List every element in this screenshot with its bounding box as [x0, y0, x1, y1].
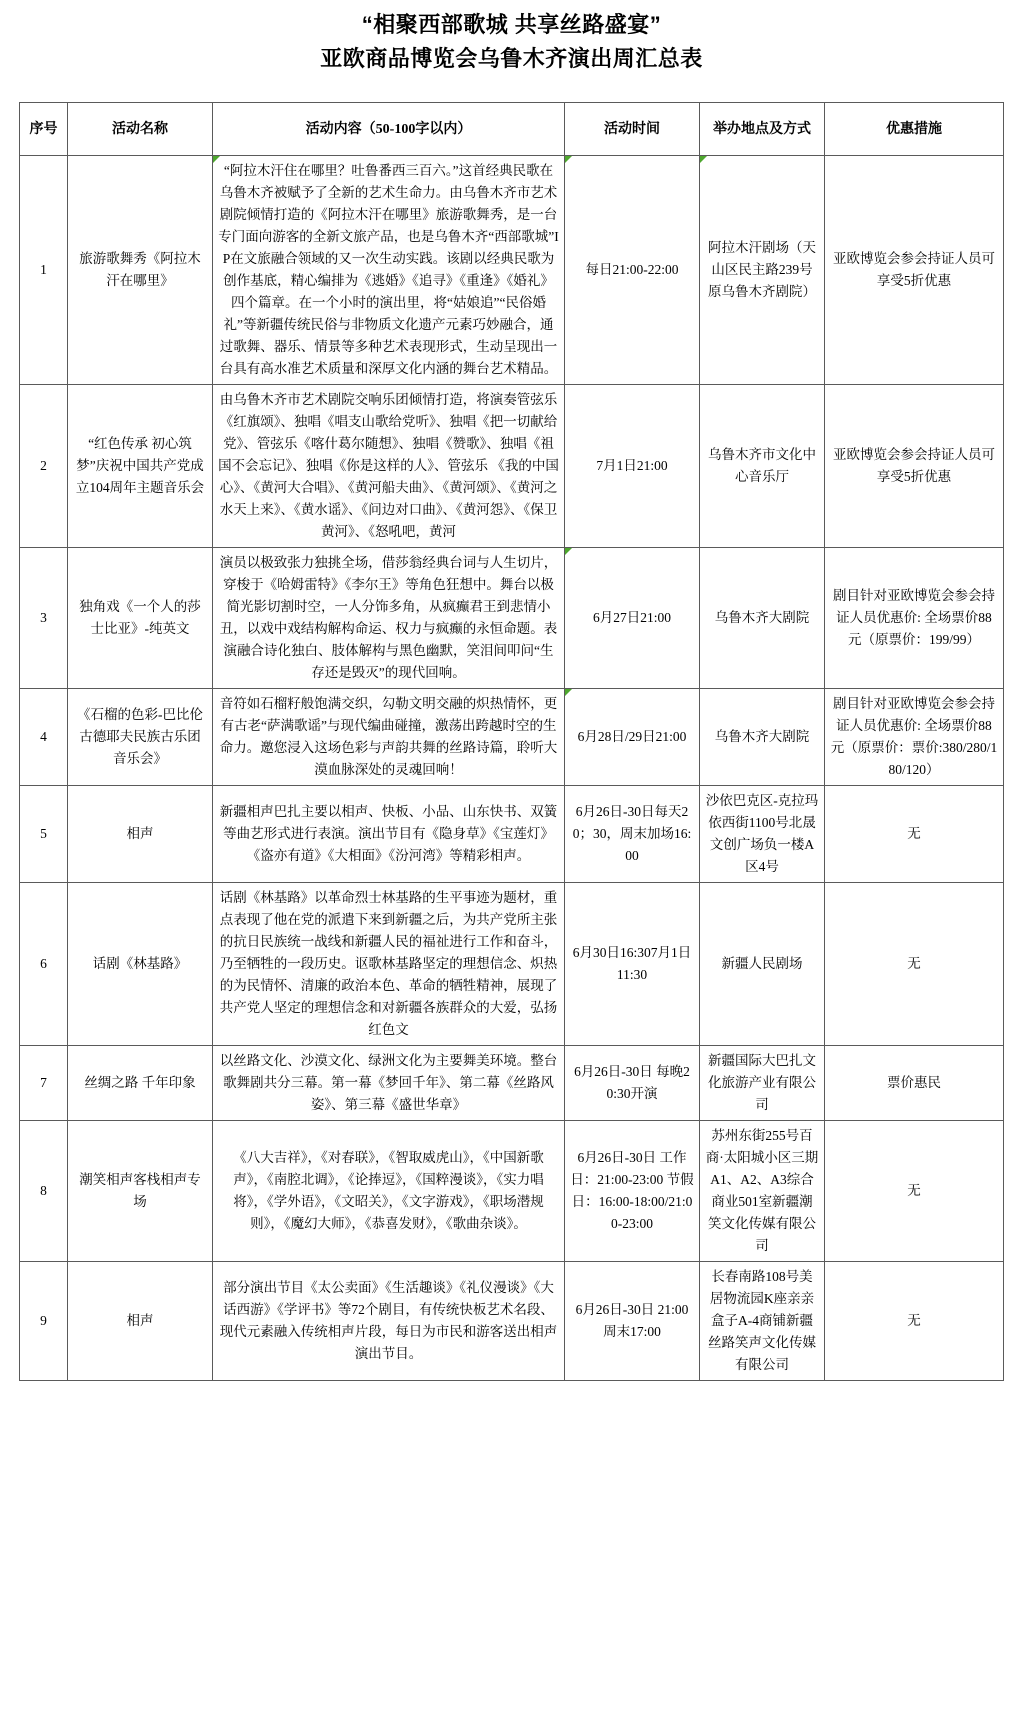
comment-marker-icon — [565, 689, 572, 696]
cell-promo: 剧目针对亚欧博览会参会持证人员优惠价: 全场票价88元（原票价：199/99） — [825, 548, 1004, 689]
cell-name: 独角戏《一个人的莎士比亚》-纯英文 — [68, 548, 213, 689]
cell-time: 6月26日-30日 每晚20:30开演 — [565, 1046, 700, 1121]
cell-index: 7 — [20, 1046, 68, 1121]
cell-promo: 票价惠民 — [825, 1046, 1004, 1121]
table-row — [20, 883, 1004, 1046]
column-header-time: 活动时间 — [565, 103, 700, 156]
table-row — [20, 385, 1004, 548]
page-title-line1: “相聚西部歌城 共享丝路盛宴” — [361, 12, 662, 37]
column-header-promo: 优惠措施 — [825, 103, 1004, 156]
cell-index: 5 — [20, 786, 68, 883]
cell-promo: 无 — [825, 786, 1004, 883]
column-header-name: 活动名称 — [68, 103, 213, 156]
cell-promo: 无 — [825, 1121, 1004, 1262]
table-row — [20, 786, 1004, 883]
cell-name: 丝绸之路 千年印象 — [68, 1046, 213, 1121]
cell-promo: 亚欧博览会参会持证人员可享受5折优惠 — [825, 385, 1004, 548]
cell-content: 部分演出节目《太公卖面》《生活趣谈》《礼仪漫谈》《大话西游》《学评书》等72个剧目，有传统快板艺术名段、现代元素融入传统相声片段，每日为市民和游客送出相声演出节目。 — [213, 1262, 565, 1381]
column-header-place: 举办地点及方式 — [700, 103, 825, 156]
cell-time: 6月26日-30日 工作日：21:00-23:00 节假日：16:00-18:00/21:00-23:00 — [565, 1121, 700, 1262]
cell-time — [565, 689, 700, 786]
cell-index: 6 — [20, 883, 68, 1046]
cell-content — [213, 156, 565, 385]
table-header-row — [20, 103, 1004, 156]
comment-marker-icon — [565, 156, 572, 163]
cell-place: 长春南路108号美居物流园K座亲亲盒子A-4商铺新疆丝路笑声文化传媒有限公司 — [700, 1262, 825, 1381]
cell-place: 乌鲁木齐大剧院 — [700, 548, 825, 689]
cell-promo: 亚欧博览会参会持证人员可享受5折优惠 — [825, 156, 1004, 385]
cell-index: 8 — [20, 1121, 68, 1262]
cell-content: 《八大吉祥》，《对春联》，《智取威虎山》，《中国新歌声》，《南腔北调》，《论捧逗》，《国粹漫谈》，《实力唱将》，《学外语》，《文昭关》，《文字游戏》，《职场潜规则》，《魔幻大师》，《恭喜发财》，《歌曲杂谈》。 — [213, 1121, 565, 1262]
cell-index: 4 — [20, 689, 68, 786]
table-row — [20, 1262, 1004, 1381]
cell-place: 沙依巴克区-克拉玛依西街1100号北晟文创广场负一楼A区4号 — [700, 786, 825, 883]
comment-marker-icon — [565, 548, 572, 555]
cell-time: 6月26日-30日每天20；30，周末加场16:00 — [565, 786, 700, 883]
cell-place: 新疆人民剧场 — [700, 883, 825, 1046]
cell-index: 1 — [20, 156, 68, 385]
table-row — [20, 1121, 1004, 1262]
cell-content: 由乌鲁木齐市艺术剧院交响乐团倾情打造，将演奏管弦乐 《红旗颂》、独唱《唱支山歌给党听》、独唱《把一切献给党》、管弦乐《喀什葛尔随想》、独唱《赞歌》、独唱《祖国不会忘记》、独唱《你是这样的人》、管弦乐 《我的中国心》、《黄河大合唱》、《黄河船夫曲》、《黄河颂》、《黄河之水天上来》、《黄水谣》、《问边对口曲》、《黄河怨》、《保卫黄河》、《怒吼吧，黄河 — [213, 385, 565, 548]
cell-promo: 无 — [825, 1262, 1004, 1381]
page-title — [0, 0, 1023, 74]
column-header-index: 序号 — [20, 103, 68, 156]
cell-time-text: 6月27日21:00 — [592, 610, 671, 625]
page-title-line2: 亚欧商品博览会乌鲁木齐演出周汇总表 — [320, 46, 703, 71]
cell-name: 相声 — [68, 786, 213, 883]
cell-place — [700, 156, 825, 385]
cell-time-text: 每日21:00-22:00 — [585, 262, 679, 277]
cell-place: 苏州东街255号百商·太阳城小区三期A1、A2、A3综合商业501室新疆潮笑文化传媒有限公司 — [700, 1121, 825, 1262]
cell-content-text: “阿拉木汗住在哪里？吐鲁番西三百六。”这首经典民歌在乌鲁木齐被赋予了全新的艺术生命力。由乌鲁木齐市艺术剧院倾情打造的《阿拉木汗在哪里》旅游歌舞秀，是一台专门面向游客的全新文旅产品，也是乌鲁木齐“西部歌城”IP在文旅融合领域的又一次生动实践。该剧以经典民歌为创作基底，精心编排为《逃婚》《追寻》《重逢》《婚礼》四个篇章。在一个小时的演出里，将“姑娘追”“民俗婚礼”等新疆传统民俗与非物质文化遗产元素巧妙融合，通过歌舞、器乐、情景等多种艺术表现形式，生动呈现出一台具有高水准艺术质量和深厚文化内涵的舞台艺术精品。 — [218, 163, 559, 376]
cell-content: 以丝路文化、沙漠文化、绿洲文化为主要舞美环境。整台歌舞剧共分三幕。第一幕《梦回千年》、第二幕《丝路风姿》、第三幕《盛世华章》 — [213, 1046, 565, 1121]
cell-promo: 剧目针对亚欧博览会参会持证人员优惠价: 全场票价88元（原票价：票价:380/280/180/120） — [825, 689, 1004, 786]
comment-marker-icon — [700, 156, 707, 163]
cell-time — [565, 548, 700, 689]
cell-content: 演员以极致张力独挑全场，借莎翁经典台词与人生切片，穿梭于《哈姆雷特》《李尔王》等角色狂想中。舞台以极简光影切割时空，一人分饰多角，从疯癫君王到悲情小丑，以戏中戏结构解构命运、权力与疯癫的永恒命题。表演融合诗化独白、肢体解构与黑色幽默，笑泪间叩问“生存还是毁灭”的现代回响。 — [213, 548, 565, 689]
cell-promo: 无 — [825, 883, 1004, 1046]
schedule-table — [19, 102, 1004, 1381]
column-header-content: 活动内容（50-100字以内） — [213, 103, 565, 156]
cell-index: 2 — [20, 385, 68, 548]
cell-content: 音符如石榴籽般饱满交织，勾勒文明交融的炽热情怀，更有古老“萨满歌谣”与现代编曲碰撞，激荡出跨越时空的生命力。邀您浸入这场色彩与声韵共舞的丝路诗篇，聆听大漠血脉深处的灵魂回响！ — [213, 689, 565, 786]
table-row — [20, 156, 1004, 385]
cell-name: 《石榴的色彩-巴比伦古德耶夫民族古乐团音乐会》 — [68, 689, 213, 786]
cell-name: 潮笑相声客栈相声专场 — [68, 1121, 213, 1262]
cell-time: 6月30日16:307月1日11:30 — [565, 883, 700, 1046]
cell-time: 6月26日-30日 21:00 周末17:00 — [565, 1262, 700, 1381]
cell-name: 相声 — [68, 1262, 213, 1381]
cell-index: 3 — [20, 548, 68, 689]
cell-time: 7月1日21:00 — [565, 385, 700, 548]
table-row — [20, 1046, 1004, 1121]
cell-time-text: 6月28日/29日21:00 — [577, 729, 687, 744]
cell-place-text: 阿拉木汗剧场（天山区民主路239号 原乌鲁木齐剧院） — [708, 240, 816, 299]
cell-place: 乌鲁木齐市文化中心音乐厅 — [700, 385, 825, 548]
cell-name: 话剧《林基路》 — [68, 883, 213, 1046]
comment-marker-icon — [213, 156, 220, 163]
cell-index: 9 — [20, 1262, 68, 1381]
table-row — [20, 548, 1004, 689]
cell-content: 话剧《林基路》以革命烈士林基路的生平事迹为题材，重点表现了他在党的派遣下来到新疆之后，为共产党所主张的抗日民族统一战线和新疆人民的福祉进行工作和奋斗，乃至牺牲的一段历史。讴歌林基路坚定的理想信念、炽热的为民情怀、清廉的政治本色、革命的牺牲精神，展现了共产党人坚定的理想信念和对新疆各族群众的大爱，弘扬红色文 — [213, 883, 565, 1046]
cell-place: 乌鲁木齐大剧院 — [700, 689, 825, 786]
table-body — [20, 156, 1004, 1381]
cell-time — [565, 156, 700, 385]
table-row — [20, 689, 1004, 786]
cell-place: 新疆国际大巴扎文化旅游产业有限公司 — [700, 1046, 825, 1121]
cell-content: 新疆相声巴扎主要以相声、快板、小品、山东快书、双簧等曲艺形式进行表演。演出节目有《隐身草》《宝莲灯》《盗亦有道》《大相面》《汾河湾》等精彩相声。 — [213, 786, 565, 883]
cell-name: “红色传承 初心筑梦”庆祝中国共产党成立104周年主题音乐会 — [68, 385, 213, 548]
cell-name: 旅游歌舞秀《阿拉木汗在哪里》 — [68, 156, 213, 385]
